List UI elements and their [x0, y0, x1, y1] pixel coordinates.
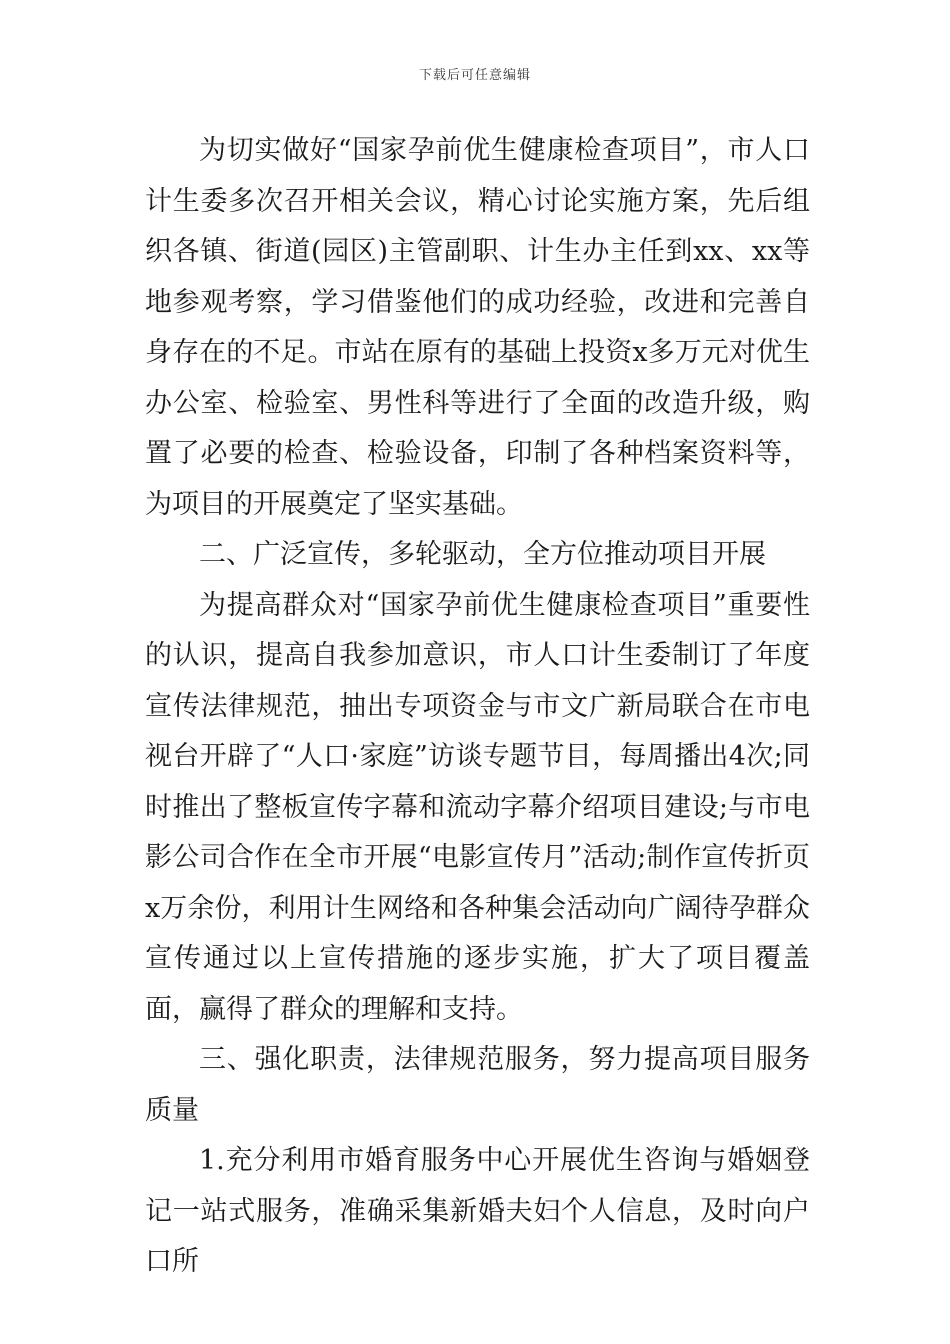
- page-header-note: 下载后可任意编辑: [418, 68, 531, 83]
- paragraph-publicity: 为提高群众对“国家孕前优生健康检查项目”重要性的认识，提高自我参加意识，市人口计生委制订了年度宣传法律规范，抽出专项资金与市文广新局联合在市电视台开辟了“人口·家庭”访谈专题节目，每周播出4次;同时推出了整板宣传字幕和流动字幕介绍项目建设;与市电影公司合作在全市开展“电影宣传月”活动;制作宣传折页x万余份，利用计生网络和各种集会活动向广阔待孕群众宣传通过以上宣传措施的逐步实施，扩大了项目覆盖面，赢得了群众的理解和支持。: [145, 589, 810, 1025]
- section-heading-service: 三、强化职责，法律规范服务，努力提高项目服务质量: [145, 1044, 810, 1126]
- paragraph-service-item-1: 1.充分利用市婚育服务中心开展优生咨询与婚姻登记一站式服务，准确采集新婚夫妇个人信息，及时向户口所: [145, 1145, 810, 1277]
- document-body: [145, 126, 810, 1288]
- section-heading-publicity: 二、广泛宣传，多轮驱动，全方位推动项目开展: [199, 539, 766, 570]
- paragraph-preparation: 为切实做好“国家孕前优生健康检查项目”，市人口计生委多次召开相关会议，精心讨论实施方案，先后组织各镇、街道(园区)主管副职、计生办主任到xx、xx等地参观考察，学习借鉴他们的成功经验，改进和完善自身存在的不足。市站在原有的基础上投资x多万元对优生办公室、检验室、男性科等进行了全面的改造升级，购置了必要的检查、检验设备，印制了各种档案资料等，为项目的开展奠定了坚实基础。: [145, 135, 810, 520]
